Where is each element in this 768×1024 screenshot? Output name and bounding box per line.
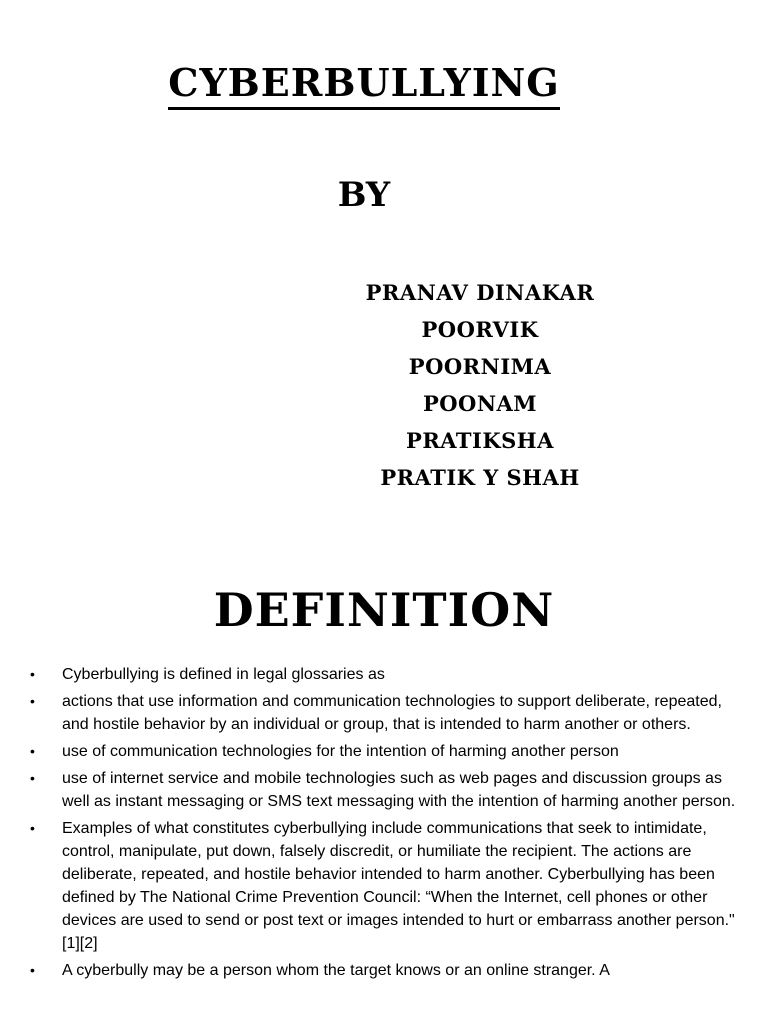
bullet-text: Cyberbullying is defined in legal glossaries as: [62, 666, 385, 683]
definition-bullet-list: [30, 663, 736, 986]
bullet-text: Examples of what constitutes cyberbullying include communications that seek to intimidate, control, manipulate, put down, falsely discredit, or humiliate the recipient. The actions are deliberate, repeated, and hostile behavior intended to harm another. Cyberbullying has been defined by The National Crime Prevention Council: “When the Internet, cell phones or other devices are used to send or post text or images intended to hurt or embarrass another person."[1][2]: [62, 820, 735, 952]
author-name: POORNIMA: [408, 354, 552, 379]
by-label: BY: [337, 175, 391, 215]
bullet-icon: •: [30, 962, 35, 978]
author-name: PRATIKSHA: [406, 428, 554, 453]
author-name: PRANAV DINAKAR: [365, 280, 595, 305]
slide-title-text: CYBERBULLYING: [168, 60, 559, 110]
bullet-item: [30, 959, 736, 982]
slide-title: [0, 60, 728, 105]
bullet-text: A cyberbully may be a person whom the target knows or an online stranger. A: [62, 962, 610, 979]
bullet-icon: •: [30, 743, 35, 759]
bullet-item: [30, 740, 736, 763]
bullet-icon: •: [30, 820, 35, 836]
bullet-item: [30, 690, 736, 736]
author-name: POORVIK: [421, 317, 539, 342]
bullet-icon: •: [30, 770, 35, 786]
bullet-item: [30, 817, 736, 955]
definition-heading: DEFINITION: [213, 583, 555, 637]
author-list: [290, 274, 670, 496]
bullet-item: [30, 663, 736, 686]
bullet-icon: •: [30, 693, 35, 709]
bullet-text: actions that use information and communication technologies to support deliberate, repeated, and hostile behavior by an individual or group, that is intended to harm another or others.: [62, 693, 722, 733]
bullet-text: use of communication technologies for the intention of harming another person: [62, 743, 619, 760]
bullet-text: use of internet service and mobile technologies such as web pages and discussion groups as well as instant messaging or SMS text messaging with the intention of harming another person.: [62, 770, 736, 810]
bullet-icon: •: [30, 666, 35, 682]
author-name: PRATIK Y SHAH: [380, 465, 580, 490]
bullet-item: [30, 767, 736, 813]
author-name: POONAM: [422, 391, 538, 416]
